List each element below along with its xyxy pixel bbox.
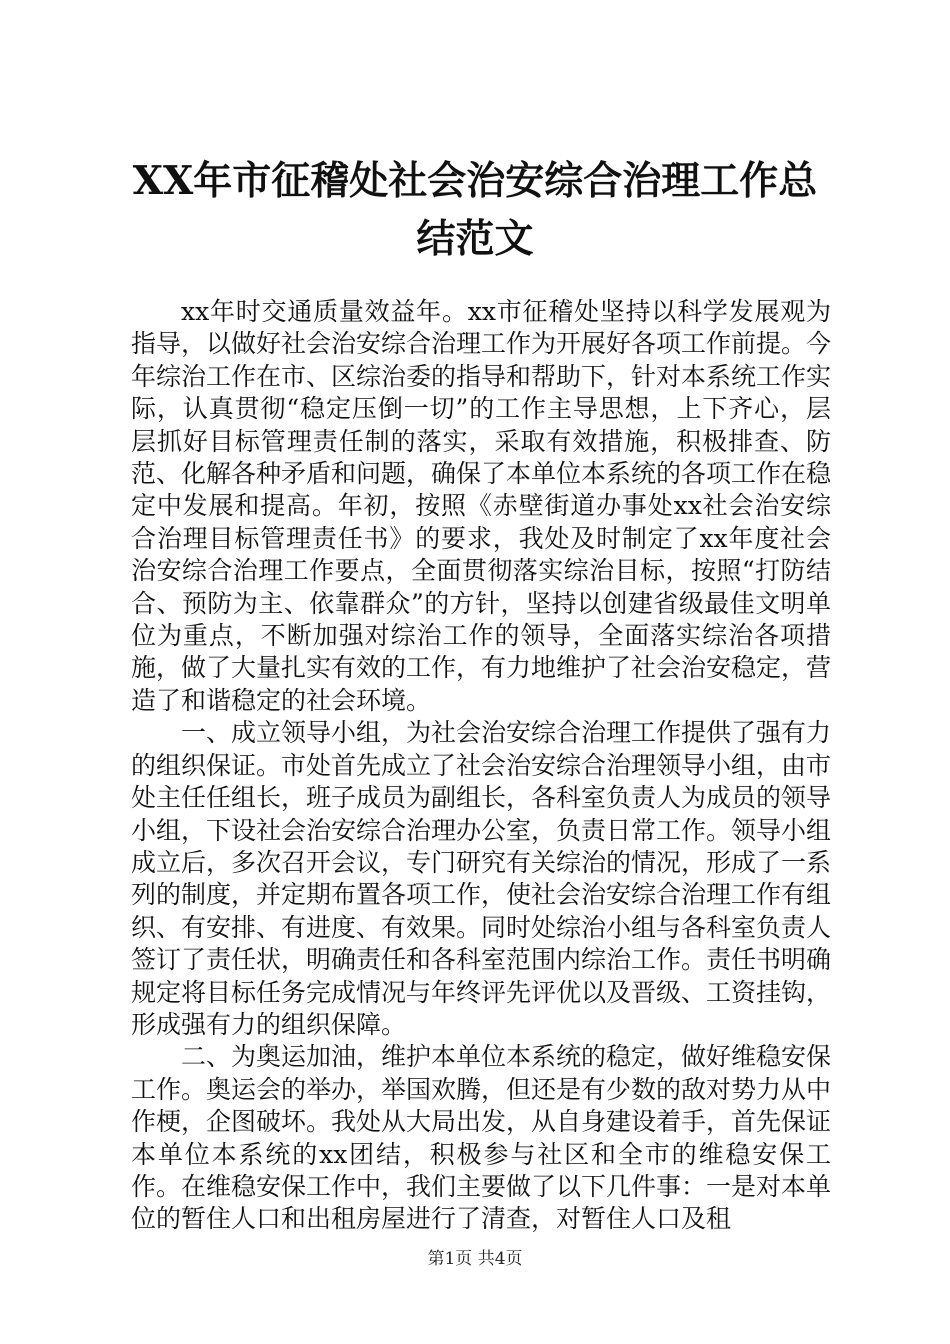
paragraph-intro: xx年时交通质量效益年。xx市征稽处坚持以科学发展观为指导，以做好社会治安综合治理工作为开展好各项工作前提。今年综治工作在市、区综治委的指导和帮助下，针对本系统工作实际，认真贯彻“稳定压倒一切”的工作主导思想，上下齐心，层层抓好目标管理责任制的落实，采取有效措施，积极排查、防范、化解各种矛盾和问题，确保了本单位本系统的各项工作在稳定中发展和提高。年初，按照《赤壁街道办事处xx社会治安综合治理目标管理责任书》的要求，我处及时制定了xx年度社会治安综合治理工作要点，全面贯彻落实综治目标，按照“打防结合、预防为主、依靠群众”的方针，坚持以创建省级最佳文明单位为重点，不断加强对综治工作的领导，全面落实综治各项措施，做了大量扎实有效的工作，有力地维护了社会治安稳定，营造了和谐稳定的社会环境。 — [131, 297, 832, 715]
paragraph-section-1: 一、成立领导小组，为社会治安综合治理工作提供了强有力的组织保证。市处首先成立了社会治安综合治理领导小组，由市处主任任组长，班子成员为副组长，各科室负责人为成员的领导小组，下设社会治安综合治理办公室，负责日常工作。领导小组成立后，多次召开会议，专门研究有关综治的情况，形成了一系列的制度，并定期布置各项工作，使社会治安综合治理工作有组织、有安排、有进度、有效果。同时处综治小组与各科室负责人签订了责任状，明确责任和各科室范围内综治工作。责任书明确规定将目标任务完成情况与年终评先评优以及晋级、工资挂钩，形成强有力的组织保障。 — [131, 718, 832, 1039]
document-title: XX年市征稽处社会治安综合治理工作总结范文 — [132, 158, 818, 262]
paragraph-section-2: 二、为奥运加油，维护本单位本系统的稳定，做好维稳安保工作。奥运会的举办，举国欢腾，但还是有少数的敌对势力从中作梗，企图破坏。我处从大局出发，从自身建设着手，首先保证本单位本系统的xx团结，积极参与社区和全市的维稳安保工作。在维稳安保工作中，我们主要做了以下几件事：一是对本单位的暂住人口和出租房屋进行了清查，对暂住人口及租 — [131, 1042, 832, 1234]
page-footer: 第1页 共4页 — [427, 1249, 523, 1269]
document-body — [131, 296, 831, 1236]
